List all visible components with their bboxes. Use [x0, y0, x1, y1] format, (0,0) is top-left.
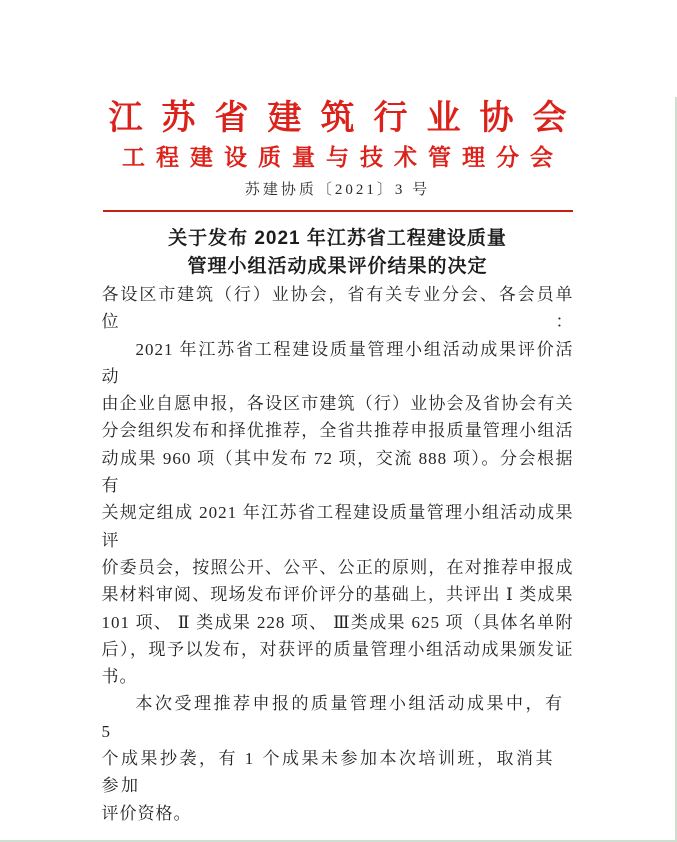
body-line: 书。: [101, 667, 138, 687]
paragraph-2: [102, 690, 574, 826]
body-line: 由企业自愿申报，各设区市建筑（行）业协会及省协会有关: [101, 394, 574, 414]
doc-number: 苏建协质〔2021〕3 号: [244, 182, 431, 198]
body-line: 动成果 960 项（其中发布 72 项，交流 888 项）。分会根据有: [101, 448, 574, 496]
body-line: 价委员会，按照公开、公平、公正的原则，在对推荐申报成: [101, 557, 574, 577]
doc-title: [0, 225, 675, 281]
document-page: [0, 97, 677, 842]
body-line: 101 项、 Ⅱ 类成果 228 项、 Ⅲ类成果 625 项（具体名单附: [101, 612, 574, 632]
document-body: [102, 281, 574, 827]
body-line: 2021 年江苏省工程建设质量管理小组活动成果评价活动: [101, 339, 574, 386]
body-line: 关规定组成 2021 年江苏省工程建设质量管理小组活动成果评: [101, 503, 574, 550]
doc-title-line-2: 管理小组活动成果评价结果的决定: [187, 256, 488, 277]
body-line: 评价资格。: [101, 803, 192, 823]
doc-title-line-1: 关于发布 2021 年江苏省工程建设质量: [168, 228, 507, 249]
body-line: 本次受理推荐申报的质量管理小组活动成果中，有 5: [101, 694, 565, 741]
division-name: 工程建设质量与技术管理分会: [122, 145, 564, 170]
body-line: 个成果抄袭，有 1 个成果未参加本次培训班，取消其参加: [101, 749, 555, 796]
body-line: 分会组织发布和择优推荐，全省共推荐申报质量管理小组活: [101, 421, 574, 441]
org-name: 江苏省建筑行业协会: [108, 100, 586, 137]
body-line: 果材料审阅、现场发布评价评分的基础上，共评出 Ⅰ 类成果: [101, 585, 574, 605]
paragraph-1: [102, 336, 574, 691]
body-line: 后），现予以发布，对获评的质量管理小组活动成果颁发证: [101, 639, 574, 659]
salutation-line: 各设区市建筑（行）业协会，省有关专业分会、各会员单位：: [101, 285, 574, 332]
red-divider: [103, 210, 573, 212]
